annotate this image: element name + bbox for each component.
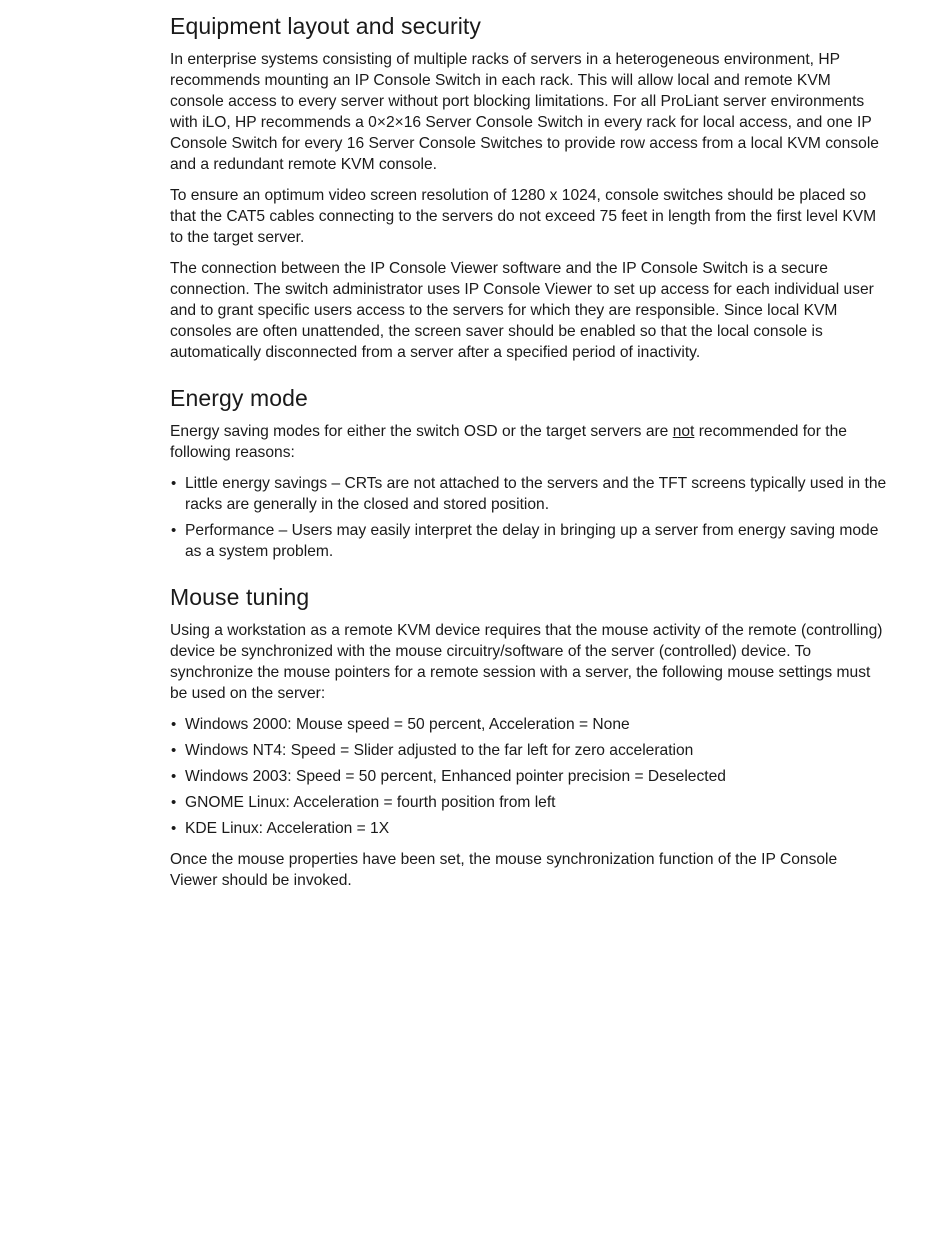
list-item-text: Performance – Users may easily interpret the delay in bringing up a server from energy saving mode as a system problem. (185, 522, 879, 560)
bullet-icon: • (171, 820, 177, 837)
list-item-text: Windows NT4: Speed = Slider adjusted to the far left for zero acceleration (185, 742, 694, 759)
list-item-text: KDE Linux: Acceleration = 1X (185, 820, 390, 837)
list-item (170, 740, 888, 761)
bullet-icon: • (171, 716, 177, 733)
list-item-text: GNOME Linux: Acceleration = fourth position from left (185, 794, 556, 811)
bullet-icon: • (171, 742, 177, 759)
document-page (170, 8, 888, 901)
list-item (170, 766, 888, 787)
paragraph: In enterprise systems consisting of multiple racks of servers in a heterogeneous environment, HP recommends mounting an IP Console Switch in each rack. This will allow local and remote KVM console access to every server without port blocking limitations. For all ProLiant server environments with iLO, HP recommends a 0×2×16 Server Console Switch in every rack for local access, and one IP Console Switch for every 16 Server Console Switches to provide row access from a local KVM console and a redundant remote KVM console. (170, 51, 879, 173)
heading-mouse-tuning: Mouse tuning (170, 584, 310, 610)
list-item-text: Windows 2000: Mouse speed = 50 percent, Acceleration = None (185, 716, 630, 733)
energy-intro-paragraph (170, 421, 888, 463)
bullet-icon: • (171, 475, 177, 492)
list-item (170, 792, 888, 813)
list-item-text: Windows 2003: Speed = 50 percent, Enhanced pointer precision = Deselected (185, 768, 726, 785)
list-item (170, 520, 888, 562)
paragraph: To ensure an optimum video screen resolution of 1280 x 1024, console switches should be placed so that the CAT5 cables connecting to the servers do not exceed 75 feet in length from the first level KVM to the target server. (170, 187, 877, 246)
section-mouse-tuning (170, 582, 888, 891)
bullet-icon: • (171, 768, 177, 785)
intro-text: recommended for the following reasons: (170, 423, 847, 461)
paragraph: Once the mouse properties have been set, the mouse synchronization function of the IP Console Viewer should be invoked. (170, 851, 838, 889)
bullet-icon: • (171, 794, 177, 811)
section-equipment-layout-security (170, 11, 888, 363)
paragraph: Using a workstation as a remote KVM device requires that the mouse activity of the remote (controlling) device be synchronized with the mouse circuitry/software of the server (controlled) device. To synchronize the mouse pointers for a remote session with a server, the following mouse settings must be used on the server: (170, 622, 883, 702)
heading-equipment-layout-security: Equipment layout and security (170, 13, 482, 39)
mouse-settings-list (170, 714, 888, 839)
energy-reasons-list (170, 473, 888, 562)
list-item (170, 714, 888, 735)
bullet-icon: • (171, 522, 177, 539)
section-energy-mode (170, 383, 888, 562)
list-item (170, 473, 888, 515)
intro-text: Energy saving modes for either the switch OSD or the target servers are (170, 423, 673, 440)
paragraph: The connection between the IP Console Viewer software and the IP Console Switch is a secure connection. The switch administrator uses IP Console Viewer to set up access for each individual user and to grant specific users access to the servers for which they are responsible. Since local KVM consoles are often unattended, the screen saver should be enabled so that the local console is automatically disconnected from a server after a specified period of inactivity. (170, 260, 874, 361)
emphasis-not: not (672, 423, 695, 440)
heading-energy-mode: Energy mode (170, 385, 308, 411)
list-item-text: Little energy savings – CRTs are not attached to the servers and the TFT screens typically used in the racks are generally in the closed and stored position. (185, 475, 887, 513)
list-item (170, 818, 888, 839)
